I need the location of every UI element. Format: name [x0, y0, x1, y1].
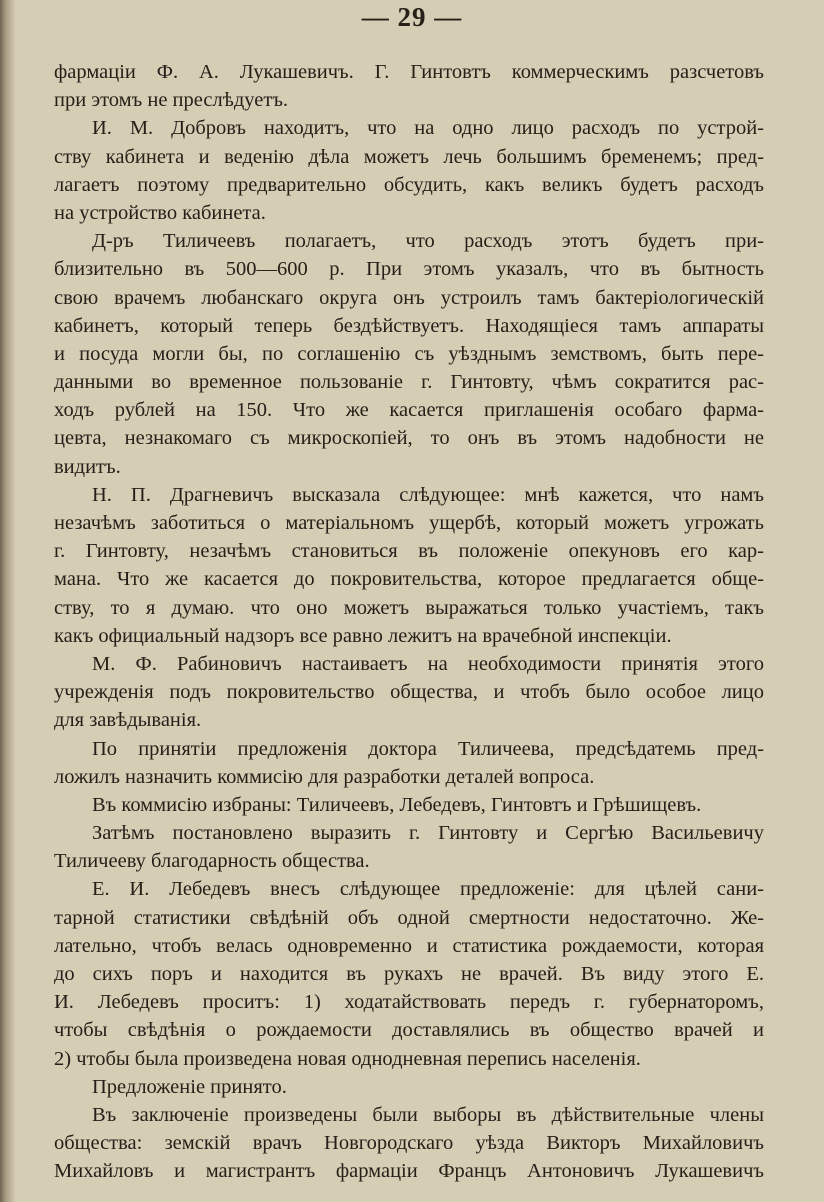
text-line: Д-ръ Тиличеевъ полагаетъ, что расходъ этотъ будетъ при- — [92, 230, 764, 253]
text-line: Въ заключенiе произведены были выборы въ дѣйствительные члены — [92, 1103, 764, 1126]
text-line: близительно въ 500—600 р. При этомъ указалъ, что въ бытность — [54, 258, 764, 281]
text-line: лательно, чтобъ велась одновременно и статистика рождаемости, которая — [54, 934, 764, 957]
text-line: на устройство кабинета. — [54, 201, 266, 224]
text-line: незачѣмъ заботиться о матерiальномъ ущербѣ, который можетъ угрожать — [54, 512, 764, 534]
text-line: цевта, незнакомаго съ микроскопiей, то онъ въ этомъ надобности не — [54, 427, 764, 450]
text-line: чтобы свѣдѣнiя о рождаемости доставлялись въ общество врачей и — [54, 1019, 764, 1042]
text-line: Въ коммисiю избраны: Тиличеевъ, Лебедевъ, Гинтовтъ и Грѣшищевъ. — [92, 793, 702, 816]
text-line: тарной статистики свѣдѣнiй объ одной смертности недостаточно. Же- — [54, 906, 764, 929]
text-line: при этомъ не преслѣдуетъ. — [54, 89, 289, 112]
text-line: данными во временное пользованiе г. Гинтовту, чѣмъ сократится рас- — [54, 371, 764, 394]
text-line: мана. Что же касается до покровительства, которое предлагается обще- — [54, 568, 764, 591]
text-line: какъ официальный надзоръ все равно лежитъ на врачебной инспекцiи. — [54, 624, 672, 647]
text-line: Михайловъ и магистрантъ фармацiи Францъ Антоновичъ Лукашевичъ — [54, 1160, 764, 1183]
text-line: до сихъ поръ и находится въ рукахъ не врачей. Въ виду этого Е. — [54, 963, 764, 985]
text-line: 2) чтобы была произведена новая однодневная перепись населенiя. — [54, 1047, 641, 1070]
text-line: ходъ рублей на 150. Что же касается приглашенiя особаго фарма- — [54, 399, 764, 422]
text-line: ложилъ назначить коммисiю для разработки деталей вопроса. — [54, 765, 595, 788]
text-line: г. Гинтовту, незачѣмъ становиться въ положенiе опекуновъ его кар- — [54, 540, 764, 563]
binding-edge-shadow — [0, 0, 16, 1202]
text-line: для завѣдыванiя. — [54, 709, 202, 732]
text-line: общества: земскiй врачъ Новгородскаго уѣзда Викторъ Михайловичъ — [54, 1132, 764, 1155]
text-line: лагаетъ поэтому предварительно обсудить, какъ великъ будетъ расходъ — [54, 173, 764, 196]
text-line: М. Ф. Рабиновичъ настаиваетъ на необходимости принятiя этого — [92, 652, 764, 675]
body-text — [54, 58, 764, 1186]
text-line: Е. И. Лебедевъ внесъ слѣдующее предложенiе: для цѣлей сани- — [92, 878, 764, 901]
text-line: Н. П. Драгневичъ высказала слѣдующее: мнѣ кажется, что намъ — [92, 483, 764, 506]
text-line: По принятiи предложенiя доктора Тиличеева, предсѣдатемь пред- — [92, 737, 764, 760]
text-line: ству, то я думаю. что оно можетъ выражаться только участiемъ, такъ — [54, 596, 764, 619]
text-line: видитъ. — [54, 455, 121, 478]
text-line: Предложенiе принято. — [92, 1075, 287, 1098]
page-number: — 29 — — [361, 2, 463, 32]
text-line: И. М. Добровъ находитъ, что на одно лицо расходъ по устрой- — [92, 117, 764, 140]
text-line: учрежденiя подъ покровительство общества, и чтобъ было особое лицо — [54, 681, 764, 704]
text-line: И. Лебедевъ проситъ: 1) ходатайствовать передъ г. губернаторомъ, — [54, 991, 764, 1014]
text-line: фармацiи Ф. А. Лукашевичъ. Г. Гинтовтъ коммерческимъ разсчетовъ — [54, 61, 764, 83]
text-line: Тиличееву благодарность общества. — [54, 850, 370, 873]
text-line: Затѣмъ постановлено выразить г. Гинтовту и Сергѣю Васильевичу — [92, 822, 764, 845]
text-line: кабинетъ, который теперь бездѣйствуетъ. Находящiеся тамъ аппараты — [54, 314, 764, 337]
text-line: свою врачемъ любанскаго округа онъ устроилъ тамъ бактерiологическiй — [54, 286, 764, 309]
text-line: и посуда могли бы, по соглашенiю съ уѣзднымъ земствомъ, быть пере- — [54, 342, 764, 365]
text-line: ству кабинета и веденiю дѣла можетъ лечь большимъ бременемъ; пред- — [54, 145, 764, 168]
